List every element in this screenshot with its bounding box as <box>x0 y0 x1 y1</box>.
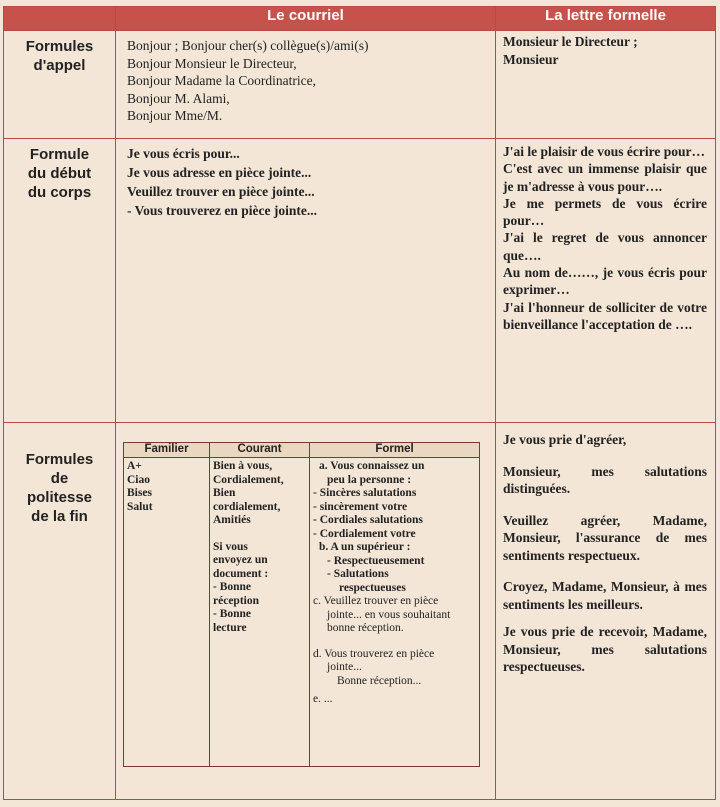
text-line: Je me permets de vous écrire pour… <box>503 195 707 229</box>
header-corner <box>4 7 116 31</box>
row-label-fin: Formules de politesse de la fin <box>4 423 116 800</box>
text-line: Veuillez trouver en pièce jointe... <box>127 184 315 199</box>
cell-courriel-appel <box>116 31 496 139</box>
row-politesse-fin <box>4 423 716 800</box>
cell-lettre-appel <box>496 31 716 139</box>
header-lettre-formelle: La lettre formelle <box>496 7 716 31</box>
row-label-appel: Formules d'appel <box>4 31 116 139</box>
text-line: J'ai le regret de vous annoncer que…. <box>503 230 707 263</box>
row-debut-corps <box>4 139 716 423</box>
text-line: Bonjour Madame la Coordinatrice, <box>127 73 316 88</box>
cell-lettre-debut <box>496 139 716 423</box>
text-line: Je vous adresse en pièce jointe... <box>127 165 312 180</box>
cell-courriel-debut <box>116 139 496 423</box>
inner-header-formel: Formel <box>310 443 480 458</box>
text-line: Bonjour Monsieur le Directeur, <box>127 55 297 71</box>
text-line: J'ai l'honneur de solliciter de votre bienveillance l'acceptation de …. <box>503 299 707 332</box>
text-line: C'est avec un immense plaisir que je m'adresse à vous pour…. <box>503 161 707 194</box>
text-line: Croyez, Madame, Monsieur, à mes sentiments les meilleurs. <box>503 579 707 612</box>
text-line: Bonjour ; Bonjour cher(s) collègue(s)/ami(s) <box>127 38 369 53</box>
inner-cell-courant: Bien à vous, Cordialement, Bien cordialement, Amitiés Si vous envoyez un document : - Bonne réception - Bonne lecture <box>210 458 310 767</box>
text-line: Au nom de……, je vous écris pour exprimer… <box>503 265 707 298</box>
text-line: Veuillez agréer, Madame, Monsieur, l'assurance de mes sentiments respectueux. <box>503 512 707 563</box>
inner-header-courant: Courant <box>210 443 310 458</box>
text-line: J'ai le plaisir de vous écrire pour… <box>503 144 705 159</box>
cell-courriel-fin <box>116 423 496 800</box>
row-formules-appel <box>4 31 716 139</box>
text-line: Bonjour Mme/M. <box>127 108 223 123</box>
text-line: Bonjour M. Alami, <box>127 90 230 106</box>
inner-registre-table <box>123 442 480 767</box>
comparison-table <box>3 6 716 800</box>
text-line: Monsieur <box>503 51 559 67</box>
row-label-debut: Formule du début du corps <box>4 139 116 423</box>
text-line: Je vous prie de recevoir, Madame, Monsieur, mes salutations respectueuses. <box>503 624 707 674</box>
text-line: Je vous écris pour... <box>127 146 240 161</box>
text-line: Je vous prie d'agréer, <box>503 432 627 447</box>
cell-lettre-fin <box>496 423 716 800</box>
inner-header-familier: Familier <box>124 443 210 458</box>
text-line: Monsieur, mes salutations distinguées. <box>503 463 707 496</box>
header-courriel: Le courriel <box>116 7 496 31</box>
text-line: - Vous trouverez en pièce jointe... <box>127 203 317 218</box>
inner-cell-formel: a. Vous connaissez un peu la personne : - Sincères salutations - sincèrement votre - Cordiales salutations - Cordialement votre b. A un supérieur : - Respectueusement - Salutations respectueuses c. Veuillez trouver en pièce jointe... en vous souhaitant bonne réception. d. Vous trouverez en pièce jointe... Bonne réception... e. ... <box>310 458 480 767</box>
inner-cell-familier: A+ Ciao Bises Salut <box>124 458 210 767</box>
text-line: Monsieur le Directeur ; <box>503 34 638 49</box>
